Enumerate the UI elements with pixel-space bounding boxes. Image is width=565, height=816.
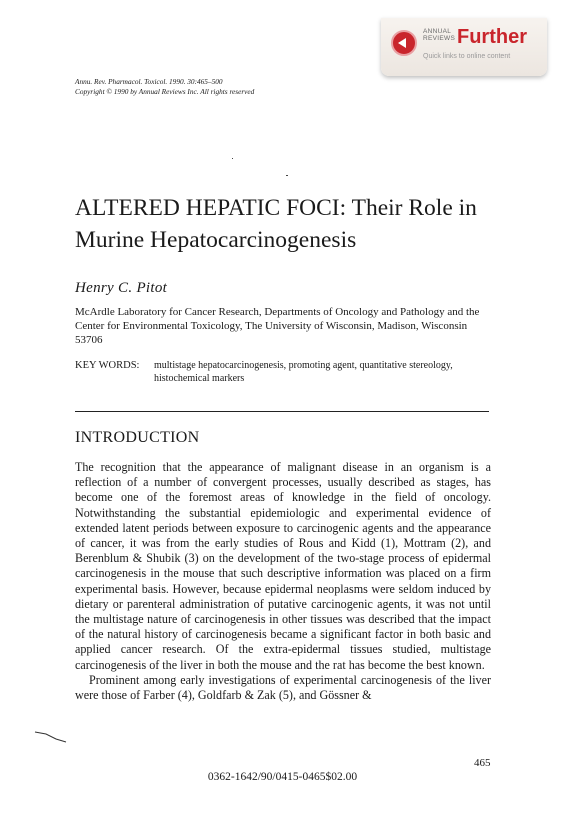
- scan-speck: [286, 175, 288, 176]
- body-paragraph-1: The recognition that the appearance of malignant disease in an organism is a reflection of a number of convergent processes, usually described as stages, has become one of the foremost areas of knowledge in the field of oncology. Notwithstanding the substantial epidemiologic and experimental evidence of extended latent periods between exposure to carcinogenic agents and the appearance of cancer, it was from the early studies of Rous and Kidd (1), Mottram (2), and Berenblum & Shubik (3) on the development of the two-stage process of epidermal carcinogenesis in the mouse that such descriptive information was placed on a firm experimental basis. However, because epidermal neoplasms were seldom induced by dietary or parenteral administration of putative carcinogenic agents, it was not until the multistage nature of carcinogenesis in other tissues was described that the impact of the natural history of carcinogenesis became a significant factor in both basic and applied cancer research. Of the extra-epidermal tissues studied, multistage carcinogenesis of the liver in both the mouse and the rat has become the best known.: [75, 460, 491, 672]
- body-paragraph-2: Prominent among early investigations of experimental carcinogenesis of the liver were those of Farber (4), Goldfarb & Zak (5), and Gössner &: [75, 672, 491, 703]
- footer-code: 0362-1642/90/0415-0465$02.00: [207, 771, 358, 783]
- keywords-label: KEY WORDS:: [75, 360, 140, 371]
- author-name: Henry C. Pitot: [75, 280, 168, 296]
- page-number: 465: [474, 757, 491, 769]
- author-affiliation: McArdle Laboratory for Cancer Research, Departments of Oncology and Pathology and the Center for Environmental Toxicology, The University of Wisconsin, Madison, Wisconsin 53706: [75, 306, 480, 346]
- keywords-list: multistage hepatocarcinogenesis, promoting agent, quantitative stereology, histochemical markers: [154, 360, 453, 384]
- article-title: ALTERED HEPATIC FOCI: Their Role in Murine Hepatocarcinogenesis: [75, 195, 477, 253]
- citation-line-1: Annu. Rev. Pharmacol. Toxicol. 1990. 30:465–500: [75, 77, 223, 86]
- article-body: [75, 460, 491, 703]
- badge-tagline: Quick links to online content: [423, 53, 511, 60]
- scan-mark: [34, 728, 68, 744]
- badge-publisher-label: [423, 28, 455, 42]
- section-divider: [75, 411, 489, 412]
- badge-reviews-text: REVIEWS: [423, 35, 456, 42]
- badge-annual-text: ANNUAL: [423, 28, 452, 35]
- annual-reviews-further-badge[interactable]: [381, 18, 547, 76]
- scan-speck: [232, 158, 233, 159]
- section-heading: INTRODUCTION: [75, 429, 200, 446]
- journal-citation: [75, 77, 254, 97]
- back-arrow-icon: [391, 30, 417, 56]
- badge-brand: Further: [457, 26, 527, 48]
- citation-line-2: Copyright © 1990 by Annual Reviews Inc. All rights reserved: [75, 87, 255, 96]
